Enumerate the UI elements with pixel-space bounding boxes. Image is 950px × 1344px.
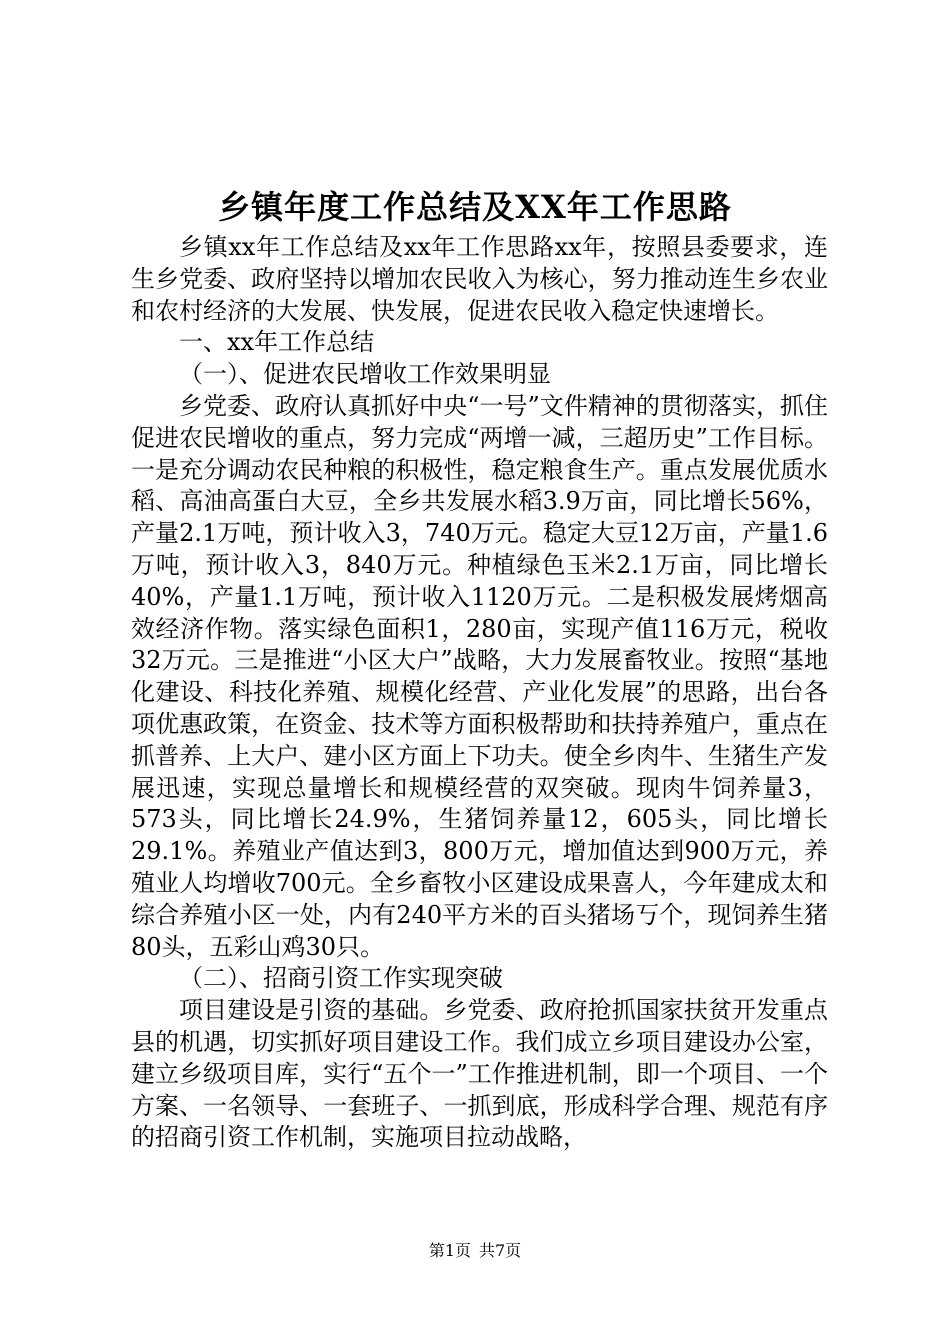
- document-title: 乡镇年度工作总结及XX年工作思路: [218, 188, 732, 226]
- heading-section-1: 一、xx年工作总结: [179, 328, 375, 357]
- page-footer: [0, 1241, 950, 1261]
- heading-subsection-1: （一）、促进农民增收工作效果明显: [179, 360, 551, 389]
- document-body: [131, 232, 828, 1154]
- heading-subsection-2: （二）、招商引资工作实现突破: [179, 964, 503, 993]
- paragraph-intro: 乡镇xx年工作总结及xx年工作思路xx年，按照县委要求，连生乡党委、政府坚持以增加农民收入为核心，努力推动连生乡农业和农村经济的大发展、快发展，促进农民收入稳定快速增长。: [131, 233, 828, 325]
- page-total: 共7页: [479, 1241, 522, 1260]
- paragraph-farmer-income: 乡党委、政府认真抓好中央“一号”文件精神的贯彻落实，抓住促进农民增收的重点，努力完成“两增一减，三超历史”工作目标。一是充分调动农民种粮的积极性，稳定粮食生产。重点发展优质水稻、高油高蛋白大豆，全乡共发展水稻3.9万亩，同比增长56%，产量2.1万吨，预计收入3，740万元。稳定大豆12万亩，产量1.6万吨，预计收入3，840万元。种植绿色玉米2.1万亩，同比增长40%，产量1.1万吨，预计收入1120万元。二是积极发展烤烟高效经济作物。落实绿色面积1，280亩，实现产值116万元，税收32万元。三是推进“小区大户”战略，大力发展畜牧业。按照“基地化建设、科技化养殖、规模化经营、产业化发展”的思路，出台各项优惠政策，在资金、技术等方面积极帮助和扶持养殖户，重点在抓普养、上大户、建小区方面上下功夫。使全乡肉牛、生猪生产发展迅速，实现总量增长和规模经营的双突破。现肉牛饲养量3，573头，同比增长24.9%，生猪饲养量12，605头，同比增长29.1%。养殖业产值达到3，800万元，增加值达到900万元，养殖业人均增收700元。全乡畜牧小区建设成果喜人，今年建成太和综合养殖小区一处，内有240平方米的百头猪场丂个，现饲养生猪80头，五彩山鸡30只。: [131, 391, 828, 961]
- page-number: 第1页: [428, 1241, 471, 1260]
- paragraph-investment: 项目建设是引资的基础。乡党委、政府抢抓国家扶贫开发重点县的机遇，切实抓好项目建设工作。我们成立乡项目建设办公室，建立乡级项目库，实行“五个一”工作推进机制，即一个项目、一个方案、一名领导、一套班子、一抓到底，形成科学合理、规范有序的招商引资工作机制，实施项目拉动战略，: [131, 996, 828, 1152]
